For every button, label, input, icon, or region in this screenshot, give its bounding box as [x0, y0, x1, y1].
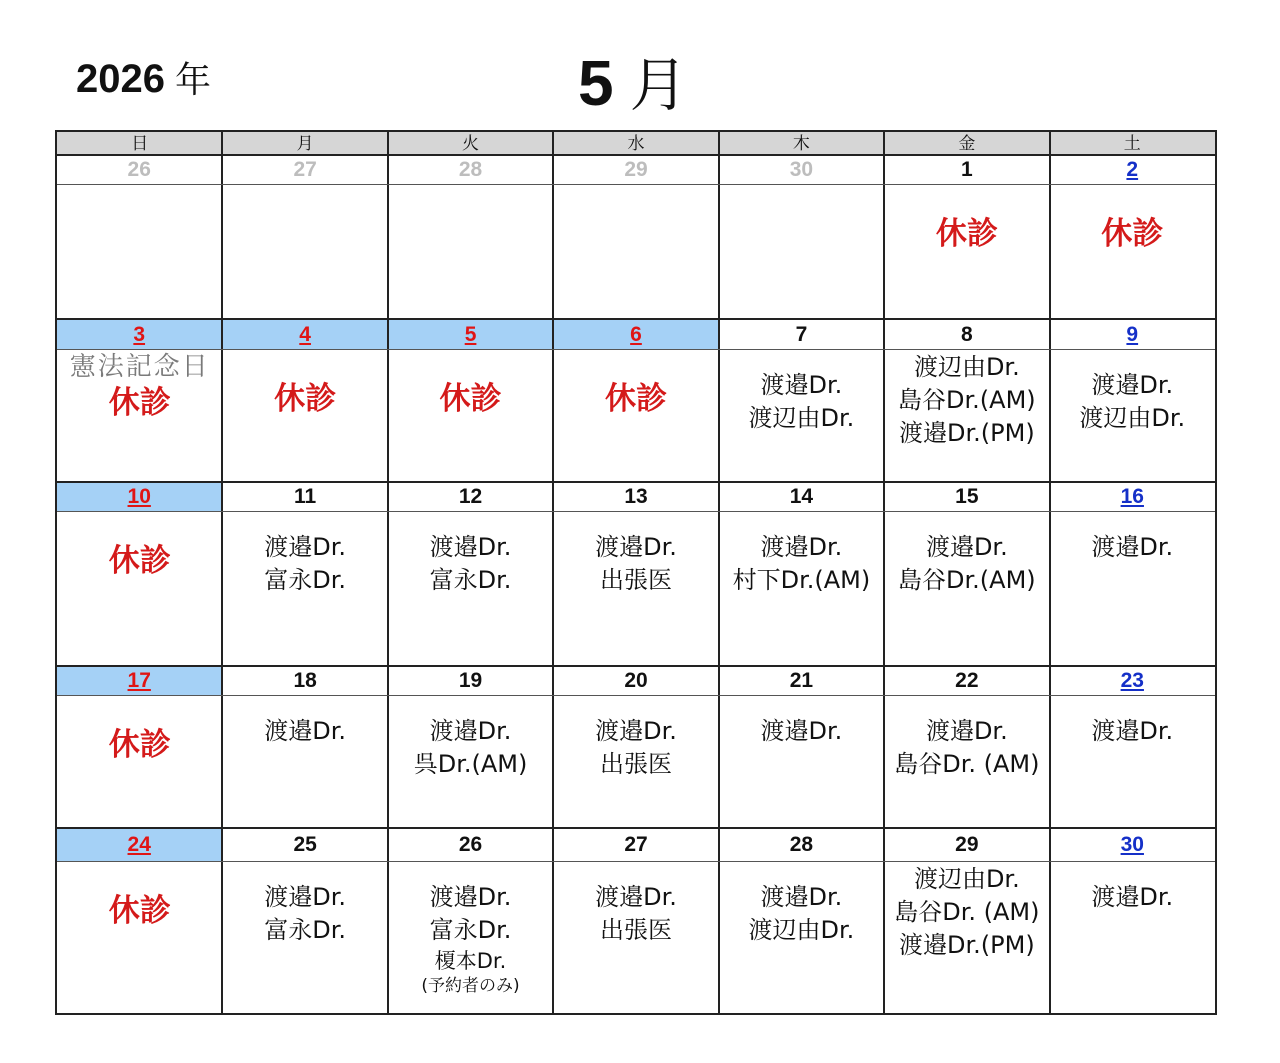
doctor-line: 渡邉Dr. — [595, 717, 677, 745]
day-cell — [719, 881, 884, 947]
day-cell — [1050, 715, 1215, 748]
day-cell — [553, 379, 718, 419]
year-number: 2026 — [76, 57, 165, 101]
date-row-divider — [57, 349, 1215, 350]
doctor-line: 出張医 — [599, 566, 672, 594]
day-cell — [1050, 531, 1215, 564]
weekday-label: 日 — [131, 134, 149, 154]
doctor-line: 島谷Dr.(AM) — [898, 566, 1036, 594]
doctor-line: 渡辺由Dr. — [913, 353, 1020, 381]
doctor-line: 渡邉Dr. — [760, 717, 843, 745]
date-number: 27 — [624, 833, 648, 856]
date-number: 20 — [624, 669, 648, 692]
doctor-line: 渡邉Dr. — [595, 883, 677, 911]
date-number: 29 — [624, 158, 648, 181]
doctor-line: 渡邉Dr. — [429, 533, 512, 561]
date-number: 16 — [1120, 485, 1144, 508]
date-number: 12 — [458, 485, 483, 508]
weekday-label: 土 — [1123, 134, 1141, 154]
date-number: 29 — [955, 833, 979, 856]
date-number: 24 — [57, 829, 221, 861]
date-number: 13 — [624, 485, 648, 508]
date-number: 17 — [57, 667, 221, 695]
doctor-line: 富永Dr. — [429, 566, 512, 594]
day-cell — [1050, 881, 1215, 914]
doctor-line: 渡邉Dr.(PM) — [899, 931, 1035, 959]
closed-label: 休診 — [604, 381, 667, 417]
day-cell — [222, 881, 387, 947]
doctor-line: 富永Dr. — [264, 916, 347, 944]
date-row-divider — [57, 695, 1215, 696]
day-cell — [553, 715, 718, 781]
date-number: 22 — [955, 669, 979, 692]
doctor-line: 渡邉Dr. — [429, 883, 512, 911]
year-label — [76, 52, 211, 103]
date-number: 15 — [955, 485, 979, 508]
doctor-line: 島谷Dr. (AM) — [894, 898, 1040, 926]
doctor-line: 渡邉Dr. — [264, 883, 347, 911]
doctor-line: 渡辺由Dr. — [913, 865, 1020, 893]
day-cell — [57, 891, 222, 931]
date-row-divider — [57, 861, 1215, 862]
date-number: 3 — [57, 320, 221, 349]
doctor-line: 渡邉Dr. — [1091, 717, 1174, 745]
day-cell — [222, 379, 387, 419]
day-cell — [553, 881, 718, 947]
date-number: 30 — [1120, 833, 1144, 856]
doctor-line: 島谷Dr.(AM) — [898, 386, 1036, 414]
date-number: 11 — [294, 485, 317, 508]
date-number: 18 — [293, 669, 317, 692]
date-number: 26 — [127, 158, 151, 181]
holiday-name: 憲法記念日 — [69, 352, 210, 382]
doctor-line: 渡邉Dr. — [1091, 533, 1174, 561]
doctor-line: 渡邉Dr. — [760, 883, 843, 911]
closed-label: 休診 — [935, 216, 998, 252]
doctor-line: 渡邉Dr. — [264, 533, 347, 561]
day-cell — [719, 531, 884, 597]
year-kanji: 年 — [174, 60, 211, 101]
day-cell — [57, 541, 222, 581]
doctor-line: 渡邉Dr. — [595, 533, 677, 561]
weekday-header — [57, 132, 1215, 156]
day-cell — [884, 351, 1049, 450]
doctor-line: 渡邉Dr. — [760, 533, 843, 561]
day-cell — [553, 531, 718, 597]
doctor-line: 出張医 — [599, 916, 672, 944]
date-number: 26 — [458, 833, 483, 856]
day-cell — [719, 369, 884, 435]
date-number: 25 — [293, 833, 317, 856]
day-cell — [222, 715, 387, 748]
date-number: 1 — [961, 158, 973, 181]
doctor-line: 渡辺由Dr. — [748, 916, 855, 944]
doctor-line: 富永Dr. — [429, 916, 512, 944]
doctor-line: 村下Dr.(AM) — [732, 566, 871, 594]
doctor-line: 渡邉Dr. — [264, 717, 347, 745]
doctor-line: 渡辺由Dr. — [748, 404, 855, 432]
closed-label: 休診 — [108, 385, 171, 421]
doctor-line: 渡邉Dr. — [1091, 371, 1174, 399]
date-number: 6 — [554, 320, 717, 349]
closed-label: 休診 — [108, 893, 171, 929]
doctor-line: 出張医 — [599, 750, 672, 778]
doctor-note: 榎本Dr. — [434, 949, 507, 973]
month-kanji: 月 — [629, 51, 688, 119]
day-cell — [222, 531, 387, 597]
doctor-line: 渡邉Dr.(PM) — [899, 419, 1035, 447]
weekday-label: 水 — [627, 134, 645, 154]
closed-label: 休診 — [1101, 216, 1164, 252]
date-number: 28 — [458, 158, 483, 181]
closed-label: 休診 — [274, 381, 337, 417]
date-number: 7 — [795, 323, 808, 346]
doctor-line: 渡邉Dr. — [760, 371, 843, 399]
date-number: 8 — [961, 323, 973, 346]
weekday-label: 月 — [296, 134, 314, 154]
doctor-note: (予約者のみ) — [421, 976, 520, 996]
doctor-line: 呉Dr.(AM) — [413, 750, 528, 778]
date-number: 5 — [389, 320, 552, 349]
closed-label: 休診 — [108, 727, 171, 763]
month-number: 5 — [578, 47, 614, 119]
date-number: 4 — [223, 320, 386, 349]
doctor-line: 島谷Dr. (AM) — [894, 750, 1040, 778]
weekday-label: 金 — [958, 134, 976, 154]
doctor-line: 渡邉Dr. — [925, 533, 1008, 561]
day-cell — [884, 863, 1049, 962]
closed-label: 休診 — [439, 381, 502, 417]
doctor-line: 渡邉Dr. — [925, 717, 1008, 745]
day-cell — [388, 379, 553, 419]
day-cell — [388, 531, 553, 597]
closed-label: 休診 — [108, 543, 171, 579]
day-cell — [57, 725, 222, 765]
date-number: 30 — [789, 158, 814, 181]
date-number: 9 — [1126, 323, 1139, 346]
date-number: 27 — [293, 158, 317, 181]
day-cell — [884, 214, 1049, 254]
weekday-label: 火 — [462, 134, 480, 154]
day-cell — [388, 715, 553, 781]
date-number: 14 — [789, 485, 814, 508]
date-number: 21 — [789, 669, 814, 692]
day-cell — [719, 715, 884, 748]
date-number: 23 — [1120, 669, 1144, 692]
day-cell — [884, 531, 1049, 597]
date-number: 2 — [1126, 158, 1139, 181]
date-number: 19 — [458, 669, 483, 692]
doctor-line: 渡邉Dr. — [1091, 883, 1174, 911]
calendar-grid — [55, 130, 1217, 1015]
month-title — [578, 38, 688, 122]
date-number: 10 — [57, 483, 221, 511]
doctor-line: 富永Dr. — [264, 566, 347, 594]
doctor-line: 渡邉Dr. — [429, 717, 512, 745]
doctor-line: 渡辺由Dr. — [1079, 404, 1186, 432]
date-row-divider — [57, 511, 1215, 512]
weekday-label: 木 — [792, 134, 810, 154]
day-cell — [388, 881, 553, 997]
day-cell — [1050, 369, 1215, 435]
day-cell — [1050, 214, 1215, 254]
day-cell — [57, 351, 222, 423]
date-number: 28 — [789, 833, 814, 856]
date-row-divider — [57, 184, 1215, 185]
day-cell — [884, 715, 1049, 781]
